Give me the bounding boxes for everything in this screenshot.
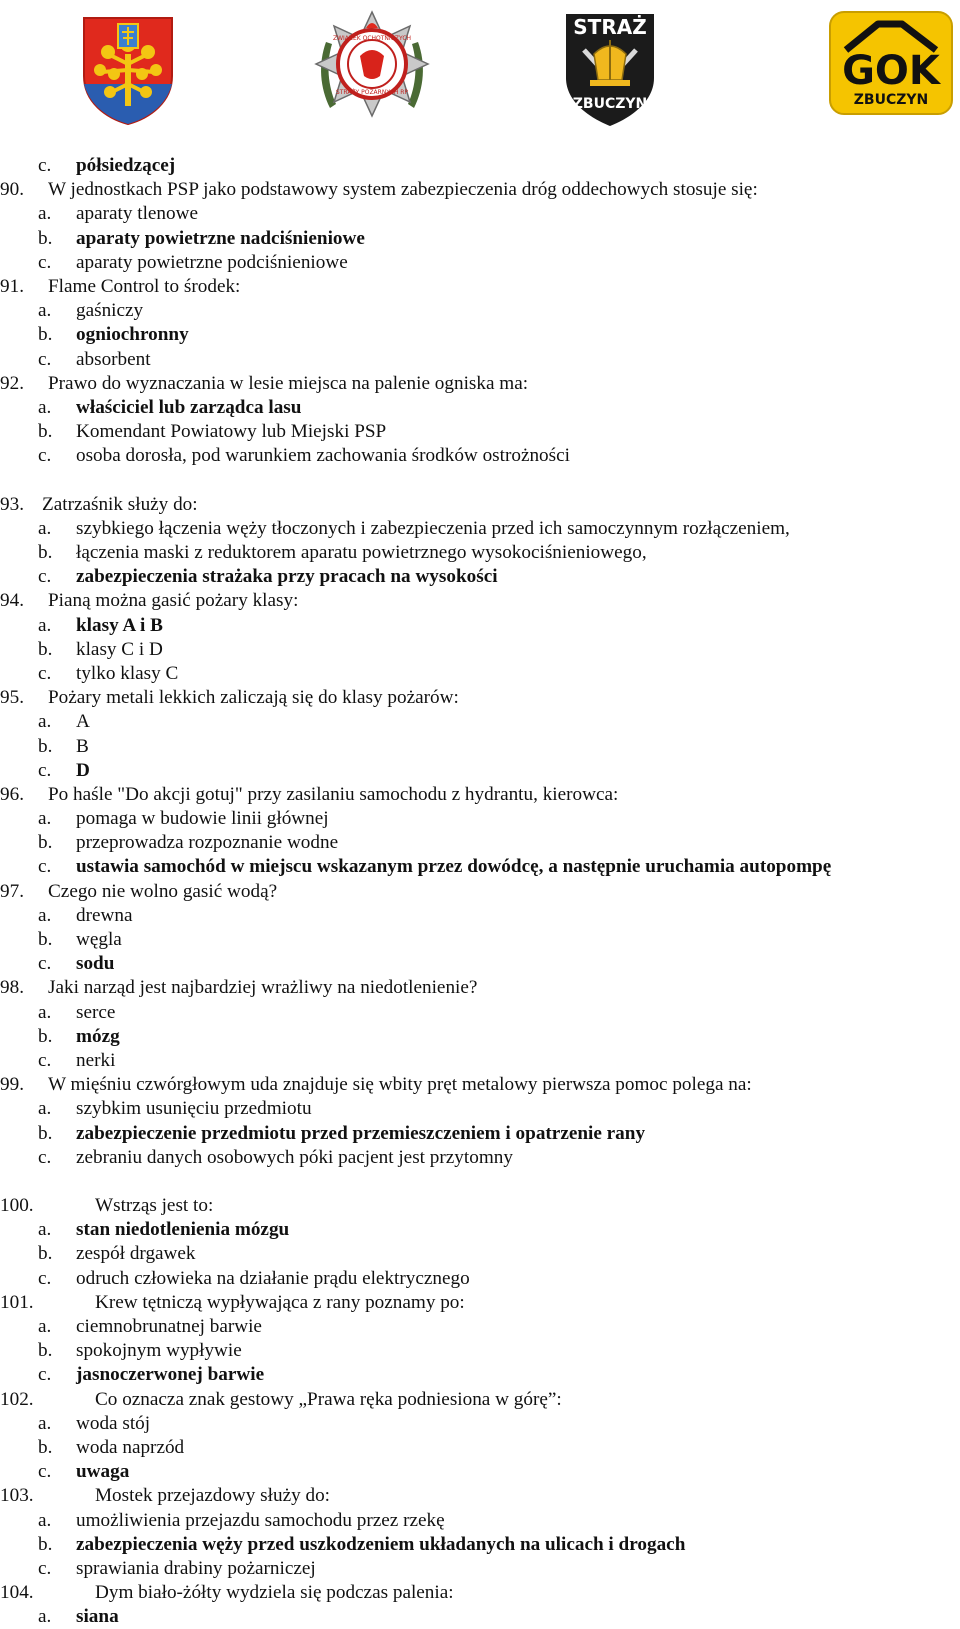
answer-option <box>0 904 960 928</box>
option-text: siana <box>76 1606 119 1628</box>
option-label: b. <box>38 1243 53 1265</box>
option-label: c. <box>38 1364 52 1386</box>
question-text: Prawo do wyznaczania w lesie miejsca na palenie ogniska ma: <box>48 372 529 394</box>
option-label: c. <box>38 759 52 781</box>
option-text: D <box>76 759 90 781</box>
option-text: szybkiego łączenia węży tłoczonych i zabezpieczenia przed ich samoczynnym rozłączeniem, <box>76 517 790 539</box>
option-text: węgla <box>76 929 122 950</box>
answer-option-correct <box>0 759 960 783</box>
option-text: ogniochronny <box>76 324 189 346</box>
option-label: c. <box>38 566 52 588</box>
option-label: c. <box>38 1146 52 1168</box>
answer-option-correct <box>0 952 960 976</box>
answer-option <box>0 299 960 323</box>
option-label: c. <box>38 1461 52 1483</box>
option-text: przeprowadza rozpoznanie wodne <box>76 832 339 854</box>
question-number: 99. <box>0 1074 24 1096</box>
option-label: b. <box>38 542 53 563</box>
answer-option <box>0 202 960 226</box>
option-text: właściciel lub zarządca lasu <box>76 396 302 418</box>
question-line <box>0 372 960 396</box>
answer-option <box>0 420 960 444</box>
answer-option <box>0 444 960 468</box>
option-label: c. <box>38 1049 52 1071</box>
answer-option <box>0 1339 960 1363</box>
answer-option-correct <box>0 1363 960 1387</box>
answer-option <box>0 638 960 662</box>
option-label: b. <box>38 324 53 346</box>
question-number: 101. <box>0 1291 34 1313</box>
question-line <box>0 1194 960 1218</box>
question-text: Zatrzaśnik służy do: <box>42 493 198 515</box>
option-text: serce <box>76 1001 116 1023</box>
option-text: łączenia maski z reduktorem aparatu powietrznego wysokociśnieniowego, <box>76 542 647 563</box>
answer-option <box>0 662 960 686</box>
option-text: aparaty powietrzne podciśnieniowe <box>76 251 348 273</box>
option-text: nerki <box>76 1049 116 1071</box>
answer-option <box>0 831 960 855</box>
option-text: półsiedzącej <box>76 155 176 176</box>
question-number: 104. <box>0 1582 34 1604</box>
option-label: c. <box>38 662 52 684</box>
option-label: c. <box>38 856 52 878</box>
question-text: Czego nie wolno gasić wodą? <box>48 880 278 902</box>
option-text: absorbent <box>76 348 151 370</box>
answer-option <box>0 928 960 952</box>
question-line <box>0 1073 960 1097</box>
option-label: a. <box>38 1316 52 1337</box>
option-text: spokojnym wypływie <box>76 1340 242 1362</box>
option-text: mózg <box>76 1025 120 1047</box>
question-number: 91. <box>0 275 24 297</box>
question-number: 90. <box>0 179 24 201</box>
option-text: Komendant Powiatowy lub Miejski PSP <box>76 421 387 443</box>
option-label: b. <box>38 1340 53 1362</box>
answer-option <box>0 1315 960 1339</box>
answer-option <box>0 1097 960 1121</box>
question-text: Po haśle "Do akcji gotuj" przy zasilaniu samochodu z hydrantu, kierowca: <box>48 783 619 805</box>
answer-option-correct <box>0 1460 960 1484</box>
question-line <box>0 976 960 1000</box>
option-text: aparaty powietrzne nadciśnieniowe <box>76 227 365 249</box>
question-text: Pożary metali lekkich zaliczają się do klasy pożarów: <box>48 687 459 709</box>
option-text: gaśniczy <box>76 300 144 322</box>
option-text: odruch człowieka na działanie prądu elektrycznego <box>76 1267 470 1289</box>
option-label: b. <box>38 1122 53 1144</box>
answer-option <box>0 1436 960 1460</box>
option-label: b. <box>38 832 53 854</box>
option-label: b. <box>38 735 53 757</box>
question-text: Pianą można gasić pożary klasy: <box>48 590 299 612</box>
option-text: uwaga <box>76 1461 130 1483</box>
option-label: a. <box>38 1509 52 1531</box>
straz-zbuczyn-logo <box>560 10 660 128</box>
option-text: sodu <box>76 953 115 975</box>
option-text: zebraniu danych osobowych póki pacjent jest przytomny <box>76 1146 513 1168</box>
option-label: c. <box>38 155 52 176</box>
option-text: zespół drgawek <box>76 1243 196 1265</box>
answer-option-correct <box>0 1025 960 1049</box>
question-text: Jaki narząd jest najbardziej wrażliwy na niedotlenienie? <box>48 977 478 999</box>
answer-option <box>0 1412 960 1436</box>
question-text: Co oznacza znak gestowy „Prawa ręka podniesiona w górę”: <box>95 1388 562 1410</box>
answer-option <box>0 517 960 541</box>
question-line <box>0 275 960 299</box>
answer-option-correct <box>0 614 960 638</box>
option-text: osoba dorosła, pod warunkiem zachowania środków ostrożności <box>76 445 570 467</box>
question-line <box>0 1581 960 1605</box>
option-text: szybkim usunięciu przedmiotu <box>76 1098 312 1120</box>
option-text: woda naprzód <box>76 1436 185 1458</box>
option-text: pomaga w budowie linii głównej <box>76 808 329 830</box>
answer-option <box>0 807 960 831</box>
question-line <box>0 880 960 904</box>
option-label: b. <box>38 1436 53 1458</box>
question-text: Mostek przejazdowy służy do: <box>95 1485 330 1507</box>
option-text: aparaty tlenowe <box>76 203 198 225</box>
answer-option <box>0 710 960 734</box>
option-label: a. <box>38 711 52 733</box>
question-number: 93. <box>0 493 24 515</box>
gok-zbuczyn-logo <box>828 10 954 116</box>
question-line <box>0 1484 960 1508</box>
option-text: stan niedotlenienia mózgu <box>76 1219 290 1241</box>
question-number: 102. <box>0 1388 34 1410</box>
option-text: A <box>76 711 90 733</box>
zbuczyn-coat-of-arms-logo <box>80 14 176 126</box>
answer-option-correct <box>0 396 960 420</box>
option-label: c. <box>38 348 52 370</box>
answer-option <box>0 348 960 372</box>
question-number: 97. <box>0 880 24 902</box>
answer-option <box>0 735 960 759</box>
question-text: Wstrząs jest to: <box>95 1195 214 1217</box>
answer-option <box>0 1557 960 1581</box>
gok-logo-main-text: GOK <box>842 48 940 94</box>
answer-option <box>0 1146 960 1170</box>
option-text: drewna <box>76 904 133 926</box>
gok-logo-sub-text: ZBUCZYN <box>853 92 929 108</box>
option-label: c. <box>38 953 52 975</box>
blank-line <box>0 468 960 492</box>
answer-option <box>0 541 960 565</box>
option-text: zabezpieczenie przedmiotu przed przemieszczeniem i opatrzenie rany <box>76 1122 646 1144</box>
answer-option-correct <box>0 1533 960 1557</box>
question-line <box>0 783 960 807</box>
option-text: ustawia samochód w miejscu wskazanym przez dowódcę, a następnie uruchamia autopompę <box>76 856 832 878</box>
question-line <box>0 589 960 613</box>
question-number: 100. <box>0 1195 34 1217</box>
quiz-document <box>0 154 960 1629</box>
option-label: b. <box>38 227 53 249</box>
question-line <box>0 178 960 202</box>
option-label: a. <box>38 300 52 322</box>
answer-option-correct <box>0 565 960 589</box>
question-line <box>0 686 960 710</box>
option-text: sprawiania drabiny pożarniczej <box>76 1557 316 1579</box>
option-label: c. <box>38 445 52 467</box>
option-text: woda stój <box>76 1412 151 1434</box>
option-label: a. <box>38 904 52 926</box>
option-label: c. <box>38 251 52 273</box>
option-label: a. <box>38 1606 52 1628</box>
option-label: a. <box>38 1219 52 1241</box>
answer-option-correct <box>0 1605 960 1629</box>
answer-option-correct <box>0 855 960 879</box>
question-number: 103. <box>0 1485 34 1507</box>
question-text: W mięśniu czwórgłowym uda znajduje się wbity pręt metalowy pierwsza pomoc polega na: <box>48 1074 752 1096</box>
option-label: a. <box>38 517 52 539</box>
answer-option-correct <box>0 323 960 347</box>
option-label: b. <box>38 638 53 660</box>
question-number: 98. <box>0 977 24 999</box>
option-text: klasy A i B <box>76 614 163 636</box>
straz-logo-bottom-text: ZBUCZYN <box>572 96 648 112</box>
answer-option <box>0 1242 960 1266</box>
header-logos <box>0 8 960 128</box>
option-label: a. <box>38 203 52 225</box>
option-text: klasy C i D <box>76 638 163 660</box>
straz-logo-top-text: STRAŻ <box>573 15 647 39</box>
osp-union-badge-logo <box>310 8 434 128</box>
osp-badge-text-bottom: STRAŻY POŻARNYCH RP <box>335 89 409 96</box>
question-line <box>0 1291 960 1315</box>
option-label: b. <box>38 1533 53 1555</box>
question-line <box>0 493 960 517</box>
question-number: 94. <box>0 590 24 612</box>
option-label: a. <box>38 1001 52 1023</box>
option-text: umożliwienia przejazdu samochodu przez rzekę <box>76 1509 445 1531</box>
option-label: c. <box>38 1267 52 1289</box>
answer-option-correct <box>0 154 960 178</box>
option-label: b. <box>38 1025 53 1047</box>
option-text: zabezpieczenia strażaka przy pracach na wysokości <box>76 566 498 588</box>
option-label: a. <box>38 614 52 636</box>
question-text: W jednostkach PSP jako podstawowy system zabezpieczenia dróg oddechowych stosuje się: <box>48 179 758 201</box>
question-number: 95. <box>0 687 24 709</box>
option-text: tylko klasy C <box>76 662 179 684</box>
option-text: B <box>76 735 89 757</box>
question-text: Dym biało-żółty wydziela się podczas palenia: <box>95 1582 454 1604</box>
osp-badge-text-top: ZWIĄZEK OCHOTNICZYCH <box>332 35 412 42</box>
question-text: Krew tętniczą wypływająca z rany poznamy po: <box>95 1291 465 1313</box>
answer-option-correct <box>0 1122 960 1146</box>
answer-option-correct <box>0 227 960 251</box>
question-line <box>0 1388 960 1412</box>
answer-option <box>0 251 960 275</box>
option-label: a. <box>38 808 52 830</box>
option-label: a. <box>38 1098 52 1120</box>
answer-option <box>0 1267 960 1291</box>
option-label: b. <box>38 929 53 950</box>
question-number: 96. <box>0 783 24 805</box>
answer-option <box>0 1049 960 1073</box>
blank-line <box>0 1170 960 1194</box>
answer-option <box>0 1509 960 1533</box>
option-label: c. <box>38 1557 52 1579</box>
option-text: jasnoczerwonej barwie <box>76 1364 265 1386</box>
answer-option <box>0 1001 960 1025</box>
option-label: a. <box>38 396 52 418</box>
option-text: zabezpieczenia węży przed uszkodzeniem układanych na ulicach i drogach <box>76 1533 686 1555</box>
question-text: Flame Control to środek: <box>48 275 241 297</box>
question-number: 92. <box>0 372 24 394</box>
option-label: a. <box>38 1412 52 1434</box>
option-label: b. <box>38 421 53 443</box>
option-text: ciemnobrunatnej barwie <box>76 1316 262 1337</box>
answer-option-correct <box>0 1218 960 1242</box>
